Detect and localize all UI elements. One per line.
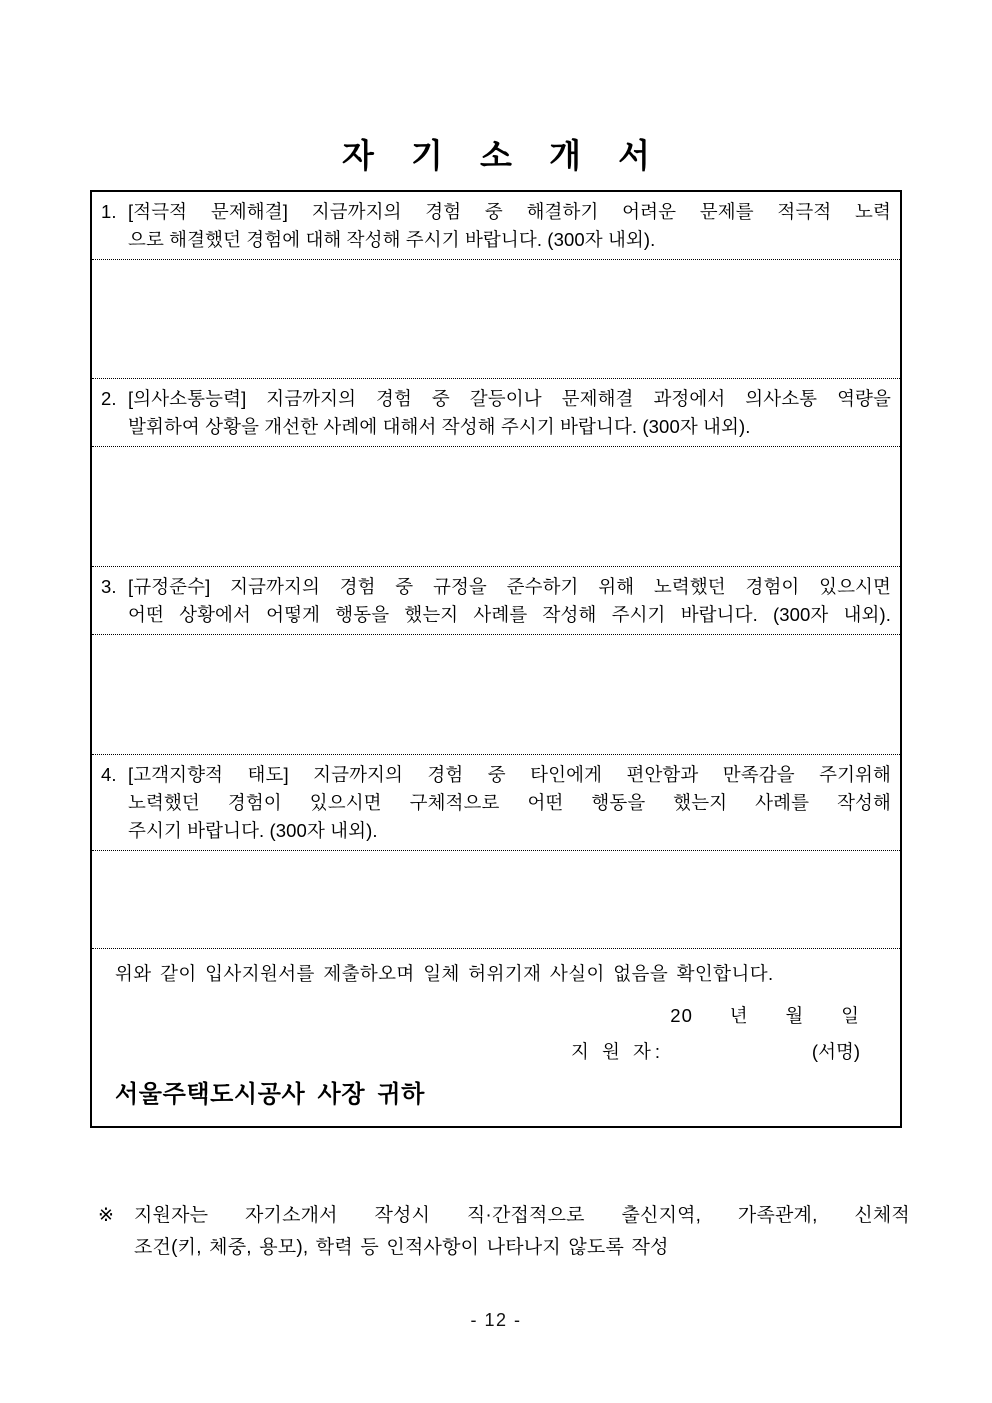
question-line [101, 413, 891, 441]
declaration-signature-line [114, 1038, 878, 1066]
footnote [98, 1200, 910, 1264]
question-text-4-line-3: 주시기 바랍니다. (300자 내외). [128, 820, 378, 841]
answer-area-1[interactable] [92, 260, 900, 378]
footnote-body [134, 1200, 910, 1264]
question-line [101, 789, 891, 817]
question-prompt-3 [92, 567, 900, 635]
declaration-statement: 위와 같이 입사지원서를 제출하오며 일체 허위기재 사실이 없음을 확인합니다. [115, 963, 774, 984]
question-text-3-line-1: [규정준수] 지금까지의 경험 중 규정을 준수하기 위해 노력했던 경험이 있으시면 [128, 576, 891, 597]
question-line [101, 573, 891, 601]
question-number-4: 4. [101, 764, 117, 785]
question-block-3 [92, 566, 900, 754]
answer-area-3[interactable] [92, 635, 900, 754]
question-line [101, 817, 891, 845]
question-text-2-line-2: 발휘하여 상황을 개선한 사례에 대해서 작성해 주시기 바랍니다. (300자 내외). [128, 416, 751, 437]
question-number-1: 1. [101, 201, 117, 222]
question-number-2: 2. [101, 388, 117, 409]
self-introduction-form-table [90, 190, 902, 1128]
page-number: - 12 - [470, 1310, 522, 1330]
reference-mark-icon: ※ [98, 1205, 115, 1226]
question-text-3-line-2: 어떤 상황에서 어떻게 행동을 했는지 사례를 작성해 주시기 바랍니다. (300자 내외). [128, 604, 891, 625]
question-block-2 [92, 378, 900, 566]
declaration-date-line[interactable]: 20 년 월 일 [670, 1005, 860, 1026]
question-text-1-line-2: 으로 해결했던 경험에 대해 작성해 주시기 바랍니다. (300자 내외). [128, 229, 656, 250]
question-line [101, 385, 891, 413]
declaration-section [92, 948, 900, 1126]
answer-area-2[interactable] [92, 447, 900, 566]
question-number-3: 3. [101, 576, 117, 597]
question-prompt-2 [92, 379, 900, 447]
question-text-2-line-1: [의사소통능력] 지금까지의 경험 중 갈등이나 문제해결 과정에서 의사소통 역량을 [128, 388, 891, 409]
signature-mark[interactable]: (서명) [811, 1041, 860, 1062]
declaration-recipient: 서울주택도시공사 사장 귀하 [115, 1081, 425, 1108]
question-line [101, 601, 891, 629]
question-text-1-line-1: [적극적 문제해결] 지금까지의 경험 중 해결하기 어려운 문제를 적극적 노력 [128, 201, 891, 222]
question-line [101, 226, 891, 254]
question-line [101, 198, 891, 226]
footnote-line-1: 지원자는 자기소개서 작성시 직·간접적으로 출신지역, 가족관계, 신체적 [134, 1205, 910, 1226]
page-title: 자 기 소 개 서 [341, 137, 665, 174]
footnote-line-2: 조건(키, 체중, 용모), 학력 등 인적사항이 나타나지 않도록 작성 [134, 1237, 669, 1258]
question-text-4-line-1: [고객지향적 태도] 지금까지의 경험 중 타인에게 편안함과 만족감을 주기위해 [128, 764, 891, 785]
question-text-4-line-2: 노력했던 경험이 있으시면 구체적으로 어떤 행동을 했는지 사례를 작성해 [128, 792, 891, 813]
answer-area-4[interactable] [92, 851, 900, 948]
question-block-4 [92, 754, 900, 948]
question-line [101, 761, 891, 789]
question-prompt-1 [92, 192, 900, 260]
applicant-label: 지 원 자: [570, 1041, 664, 1062]
question-block-1 [92, 192, 900, 378]
question-prompt-4 [92, 755, 900, 851]
